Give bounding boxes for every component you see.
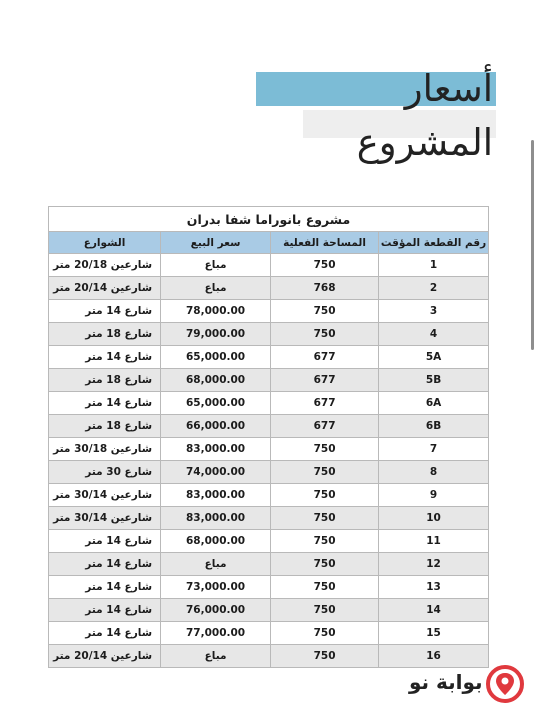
cell-streets: شارعين 30/18 متر	[49, 438, 161, 461]
cell-area: 677	[271, 369, 379, 392]
cell-area: 750	[271, 507, 379, 530]
cell-streets: شارع 14 متر	[49, 392, 161, 415]
cell-price: 68,000.00	[161, 369, 271, 392]
cell-price: 73,000.00	[161, 576, 271, 599]
cell-plot-number: 6B	[379, 415, 489, 438]
cell-streets: شارع 14 متر	[49, 346, 161, 369]
table-row	[49, 392, 489, 415]
table-row	[49, 553, 489, 576]
cell-streets: شارع 14 متر	[49, 553, 161, 576]
table-row	[49, 507, 489, 530]
cell-streets: شارع 18 متر	[49, 415, 161, 438]
cell-streets: شارع 14 متر	[49, 622, 161, 645]
cell-area: 750	[271, 530, 379, 553]
cell-price: 83,000.00	[161, 438, 271, 461]
cell-plot-number: 8	[379, 461, 489, 484]
table-body	[49, 254, 489, 668]
cell-streets: شارعين 30/14 متر	[49, 484, 161, 507]
cell-area: 750	[271, 599, 379, 622]
cell-price: 65,000.00	[161, 392, 271, 415]
cell-price: 65,000.00	[161, 346, 271, 369]
cell-streets: شارع 14 متر	[49, 576, 161, 599]
cell-area: 768	[271, 277, 379, 300]
cell-area: 677	[271, 392, 379, 415]
cell-plot-number: 14	[379, 599, 489, 622]
cell-plot-number: 10	[379, 507, 489, 530]
cell-plot-number: 5A	[379, 346, 489, 369]
table-row	[49, 530, 489, 553]
cell-price: 83,000.00	[161, 507, 271, 530]
cell-price: مباع	[161, 553, 271, 576]
cell-area: 677	[271, 346, 379, 369]
table-row	[49, 254, 489, 277]
table-row	[49, 300, 489, 323]
cell-plot-number: 16	[379, 645, 489, 668]
scrollbar[interactable]	[531, 140, 534, 350]
cell-streets: شارعين 20/14 متر	[49, 277, 161, 300]
cell-streets: شارعين 30/14 متر	[49, 507, 161, 530]
table-row	[49, 277, 489, 300]
table-row	[49, 622, 489, 645]
cell-area: 750	[271, 438, 379, 461]
table-row	[49, 323, 489, 346]
table-row	[49, 369, 489, 392]
cell-price: 76,000.00	[161, 599, 271, 622]
cell-area: 750	[271, 323, 379, 346]
table-row	[49, 484, 489, 507]
column-header-price: سعر البيع	[161, 232, 271, 254]
cell-price: 74,000.00	[161, 461, 271, 484]
cell-plot-number: 1	[379, 254, 489, 277]
cell-streets: شارعين 20/18 متر	[49, 254, 161, 277]
cell-price: مباع	[161, 645, 271, 668]
table-row	[49, 576, 489, 599]
cell-price: 66,000.00	[161, 415, 271, 438]
cell-plot-number: 11	[379, 530, 489, 553]
cell-plot-number: 2	[379, 277, 489, 300]
cell-price: 78,000.00	[161, 300, 271, 323]
page-title-line-1: أسعار	[404, 67, 493, 110]
cell-streets: شارعين 20/14 متر	[49, 645, 161, 668]
cell-price: 79,000.00	[161, 323, 271, 346]
page-title-line-2: المشروع	[356, 121, 493, 164]
cell-plot-number: 7	[379, 438, 489, 461]
column-header-area: المساحة الفعلية	[271, 232, 379, 254]
cell-area: 750	[271, 553, 379, 576]
table-row	[49, 415, 489, 438]
cell-streets: شارع 14 متر	[49, 530, 161, 553]
cell-price: مباع	[161, 277, 271, 300]
cell-price: 77,000.00	[161, 622, 271, 645]
cell-streets: شارع 14 متر	[49, 300, 161, 323]
table-row	[49, 346, 489, 369]
cell-price: 68,000.00	[161, 530, 271, 553]
cell-area: 677	[271, 415, 379, 438]
location-pin-logo-icon	[485, 664, 525, 704]
cell-area: 750	[271, 461, 379, 484]
table-row	[49, 599, 489, 622]
cell-plot-number: 9	[379, 484, 489, 507]
cell-streets: شارع 30 متر	[49, 461, 161, 484]
cell-area: 750	[271, 254, 379, 277]
cell-plot-number: 4	[379, 323, 489, 346]
cell-plot-number: 15	[379, 622, 489, 645]
cell-area: 750	[271, 645, 379, 668]
table-caption: مشروع بانوراما شفا بدران	[49, 207, 489, 232]
brand-footer[interactable]	[409, 664, 529, 704]
column-header-streets: الشوارع	[49, 232, 161, 254]
brand-name: بوابة نو	[409, 670, 483, 694]
cell-area: 750	[271, 300, 379, 323]
cell-price: مباع	[161, 254, 271, 277]
table-row	[49, 438, 489, 461]
price-table	[48, 206, 489, 668]
cell-streets: شارع 14 متر	[49, 599, 161, 622]
cell-price: 83,000.00	[161, 484, 271, 507]
cell-plot-number: 5B	[379, 369, 489, 392]
cell-streets: شارع 18 متر	[49, 323, 161, 346]
cell-plot-number: 3	[379, 300, 489, 323]
table-row	[49, 461, 489, 484]
cell-plot-number: 12	[379, 553, 489, 576]
cell-area: 750	[271, 576, 379, 599]
cell-area: 750	[271, 484, 379, 507]
cell-area: 750	[271, 622, 379, 645]
cell-streets: شارع 18 متر	[49, 369, 161, 392]
cell-plot-number: 6A	[379, 392, 489, 415]
cell-plot-number: 13	[379, 576, 489, 599]
column-header-plot-number: رقم القطعة المؤقت	[379, 232, 489, 254]
